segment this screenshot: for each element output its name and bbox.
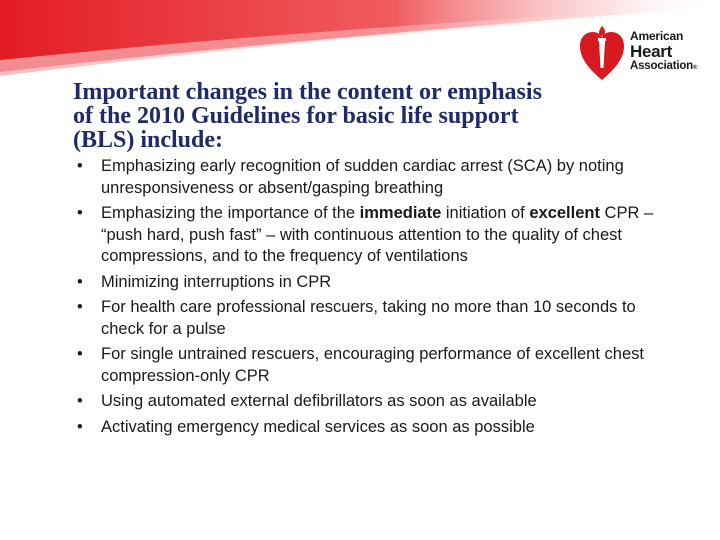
bullet-item (77, 203, 677, 268)
bullet-text-part: initiation of (441, 204, 530, 222)
bullet-item (77, 156, 677, 199)
logo-text-association: Association (630, 60, 693, 72)
registered-mark: ® (692, 65, 698, 71)
bullet-icon: • (77, 157, 83, 175)
bullet-item (77, 344, 677, 387)
slide-title: Important changes in the content or emphasis of the 2010 Guidelines for basic life support (BLS) include: (73, 79, 542, 153)
bullet-text: Minimizing interruptions in CPR (101, 272, 332, 291)
bullet-item (77, 417, 677, 439)
bullet-text: Activating emergency medical services as soon as possible (101, 417, 535, 436)
bullet-text: For single untrained rescuers, encouraging performance of excellent chest compression-only CPR (101, 345, 644, 385)
bullet-icon: • (77, 345, 83, 363)
bullet-text: For health care professional rescuers, taking no more than 10 seconds to check for a pulse (101, 298, 636, 338)
bullet-icon: • (77, 417, 83, 436)
american-heart-association-logo (578, 24, 718, 82)
logo-text-american: American (630, 29, 684, 43)
bullet-list (77, 156, 677, 442)
bullet-emphasis-excellent: excellent (529, 204, 600, 222)
heart-torch-icon (578, 24, 626, 82)
bullet-text-part: Emphasizing the importance of the (101, 204, 360, 222)
bullet-text: Using automated external defibrillators as soon as available (101, 392, 537, 410)
bullet-item (77, 297, 677, 340)
bullet-emphasis-immediate: immediate (359, 204, 442, 222)
bullet-icon: • (77, 272, 83, 291)
bullet-icon: • (77, 298, 83, 316)
logo-text-heart: Heart (630, 42, 672, 61)
bullet-icon: • (77, 392, 83, 410)
bullet-item (77, 272, 677, 294)
bullet-icon: • (77, 204, 83, 222)
bullet-text-part: CPR – “push hard, push fast” – with continuous attention to the quality of chest compressions, and to the frequency of ventilations (101, 204, 654, 265)
bullet-text: Emphasizing early recognition of sudden cardiac arrest (SCA) by noting unresponsiveness or absent/gasping breathing (101, 157, 624, 197)
bullet-item (77, 391, 677, 413)
